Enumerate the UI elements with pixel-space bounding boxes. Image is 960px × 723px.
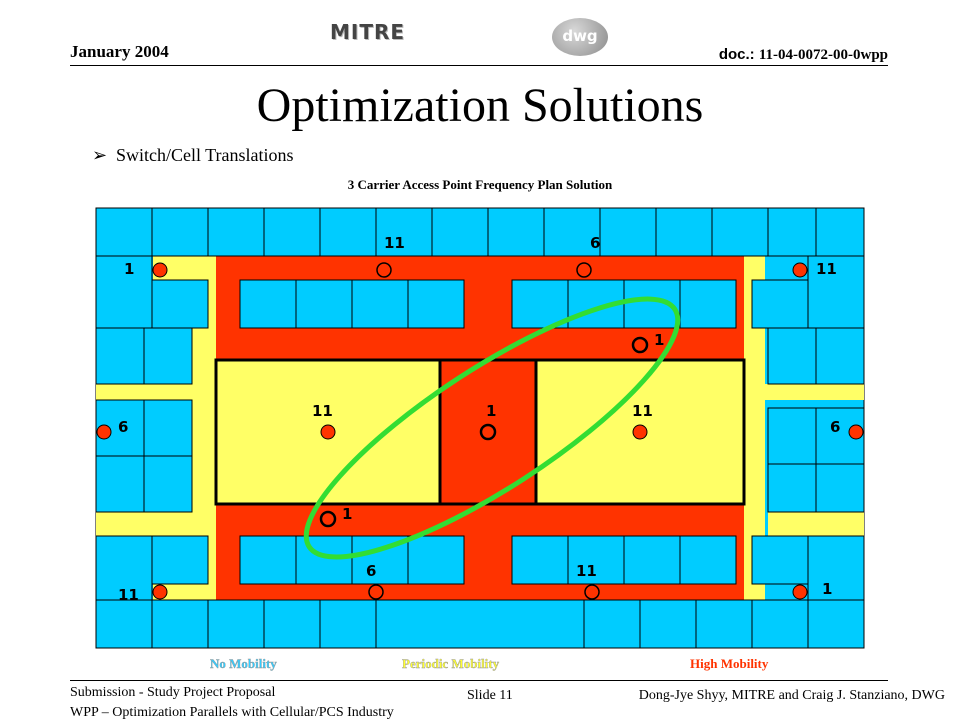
channel-label: 11 xyxy=(384,234,405,252)
footer-line2: WPP – Optimization Parallels with Cellular/PCS Industry xyxy=(70,705,394,720)
corridor-right-lower xyxy=(768,512,864,536)
legend-high-mobility: High Mobility xyxy=(690,656,769,671)
access-point-icon xyxy=(153,585,167,599)
legend-periodic-mobility: Periodic Mobility xyxy=(402,656,500,671)
footer-authors: Dong-Jye Shyy, MITRE and Craig J. Stanziano, DWG xyxy=(638,688,945,703)
arrow-bullet-icon: ➢ xyxy=(92,145,108,165)
channel-label: 1 xyxy=(342,505,353,523)
channel-label: 11 xyxy=(632,402,653,420)
channel-label: 1 xyxy=(486,402,497,420)
channel-label: 6 xyxy=(366,562,377,580)
corridor-left-lower xyxy=(96,512,192,536)
top-office-row xyxy=(96,208,864,256)
footer-rule xyxy=(70,680,888,681)
access-point-icon xyxy=(633,425,647,439)
bullet-text: Switch/Cell Translations xyxy=(116,145,294,165)
bottom-office-row xyxy=(152,600,808,648)
doc-label: doc.: xyxy=(718,46,755,63)
doc-number: 11-04-0072-00-0wpp xyxy=(758,47,888,63)
channel-label: 6 xyxy=(118,418,129,436)
channel-label: 6 xyxy=(830,418,841,436)
channel-label: 11 xyxy=(816,260,837,278)
access-point-icon xyxy=(321,425,335,439)
right-office-column xyxy=(752,256,864,600)
channel-label: 1 xyxy=(654,331,665,349)
slide-number: Slide 11 xyxy=(467,688,513,703)
footer-submission xyxy=(70,683,394,723)
footer-line1: Submission - Study Project Proposal xyxy=(70,685,276,700)
slide-title: Optimization Solutions xyxy=(256,79,704,132)
left-office-column xyxy=(96,256,208,600)
access-point-icon xyxy=(793,263,807,277)
access-point-icon xyxy=(849,425,863,439)
dwg-logo-text: dwg xyxy=(562,27,598,45)
access-point-icon xyxy=(97,425,111,439)
access-point-icon xyxy=(793,585,807,599)
channel-label: 6 xyxy=(590,234,601,252)
channel-label: 11 xyxy=(118,586,139,604)
diagram-title: 3 Carrier Access Point Frequency Plan Solution xyxy=(347,177,613,192)
mitre-logo: MITRE xyxy=(330,20,406,44)
channel-label: 11 xyxy=(312,402,333,420)
access-point-icon xyxy=(153,263,167,277)
header-date: January 2004 xyxy=(70,42,169,61)
legend-no-mobility: No Mobility xyxy=(210,656,277,671)
channel-label: 1 xyxy=(124,260,135,278)
channel-label: 11 xyxy=(576,562,597,580)
channel-label: 1 xyxy=(822,580,833,598)
